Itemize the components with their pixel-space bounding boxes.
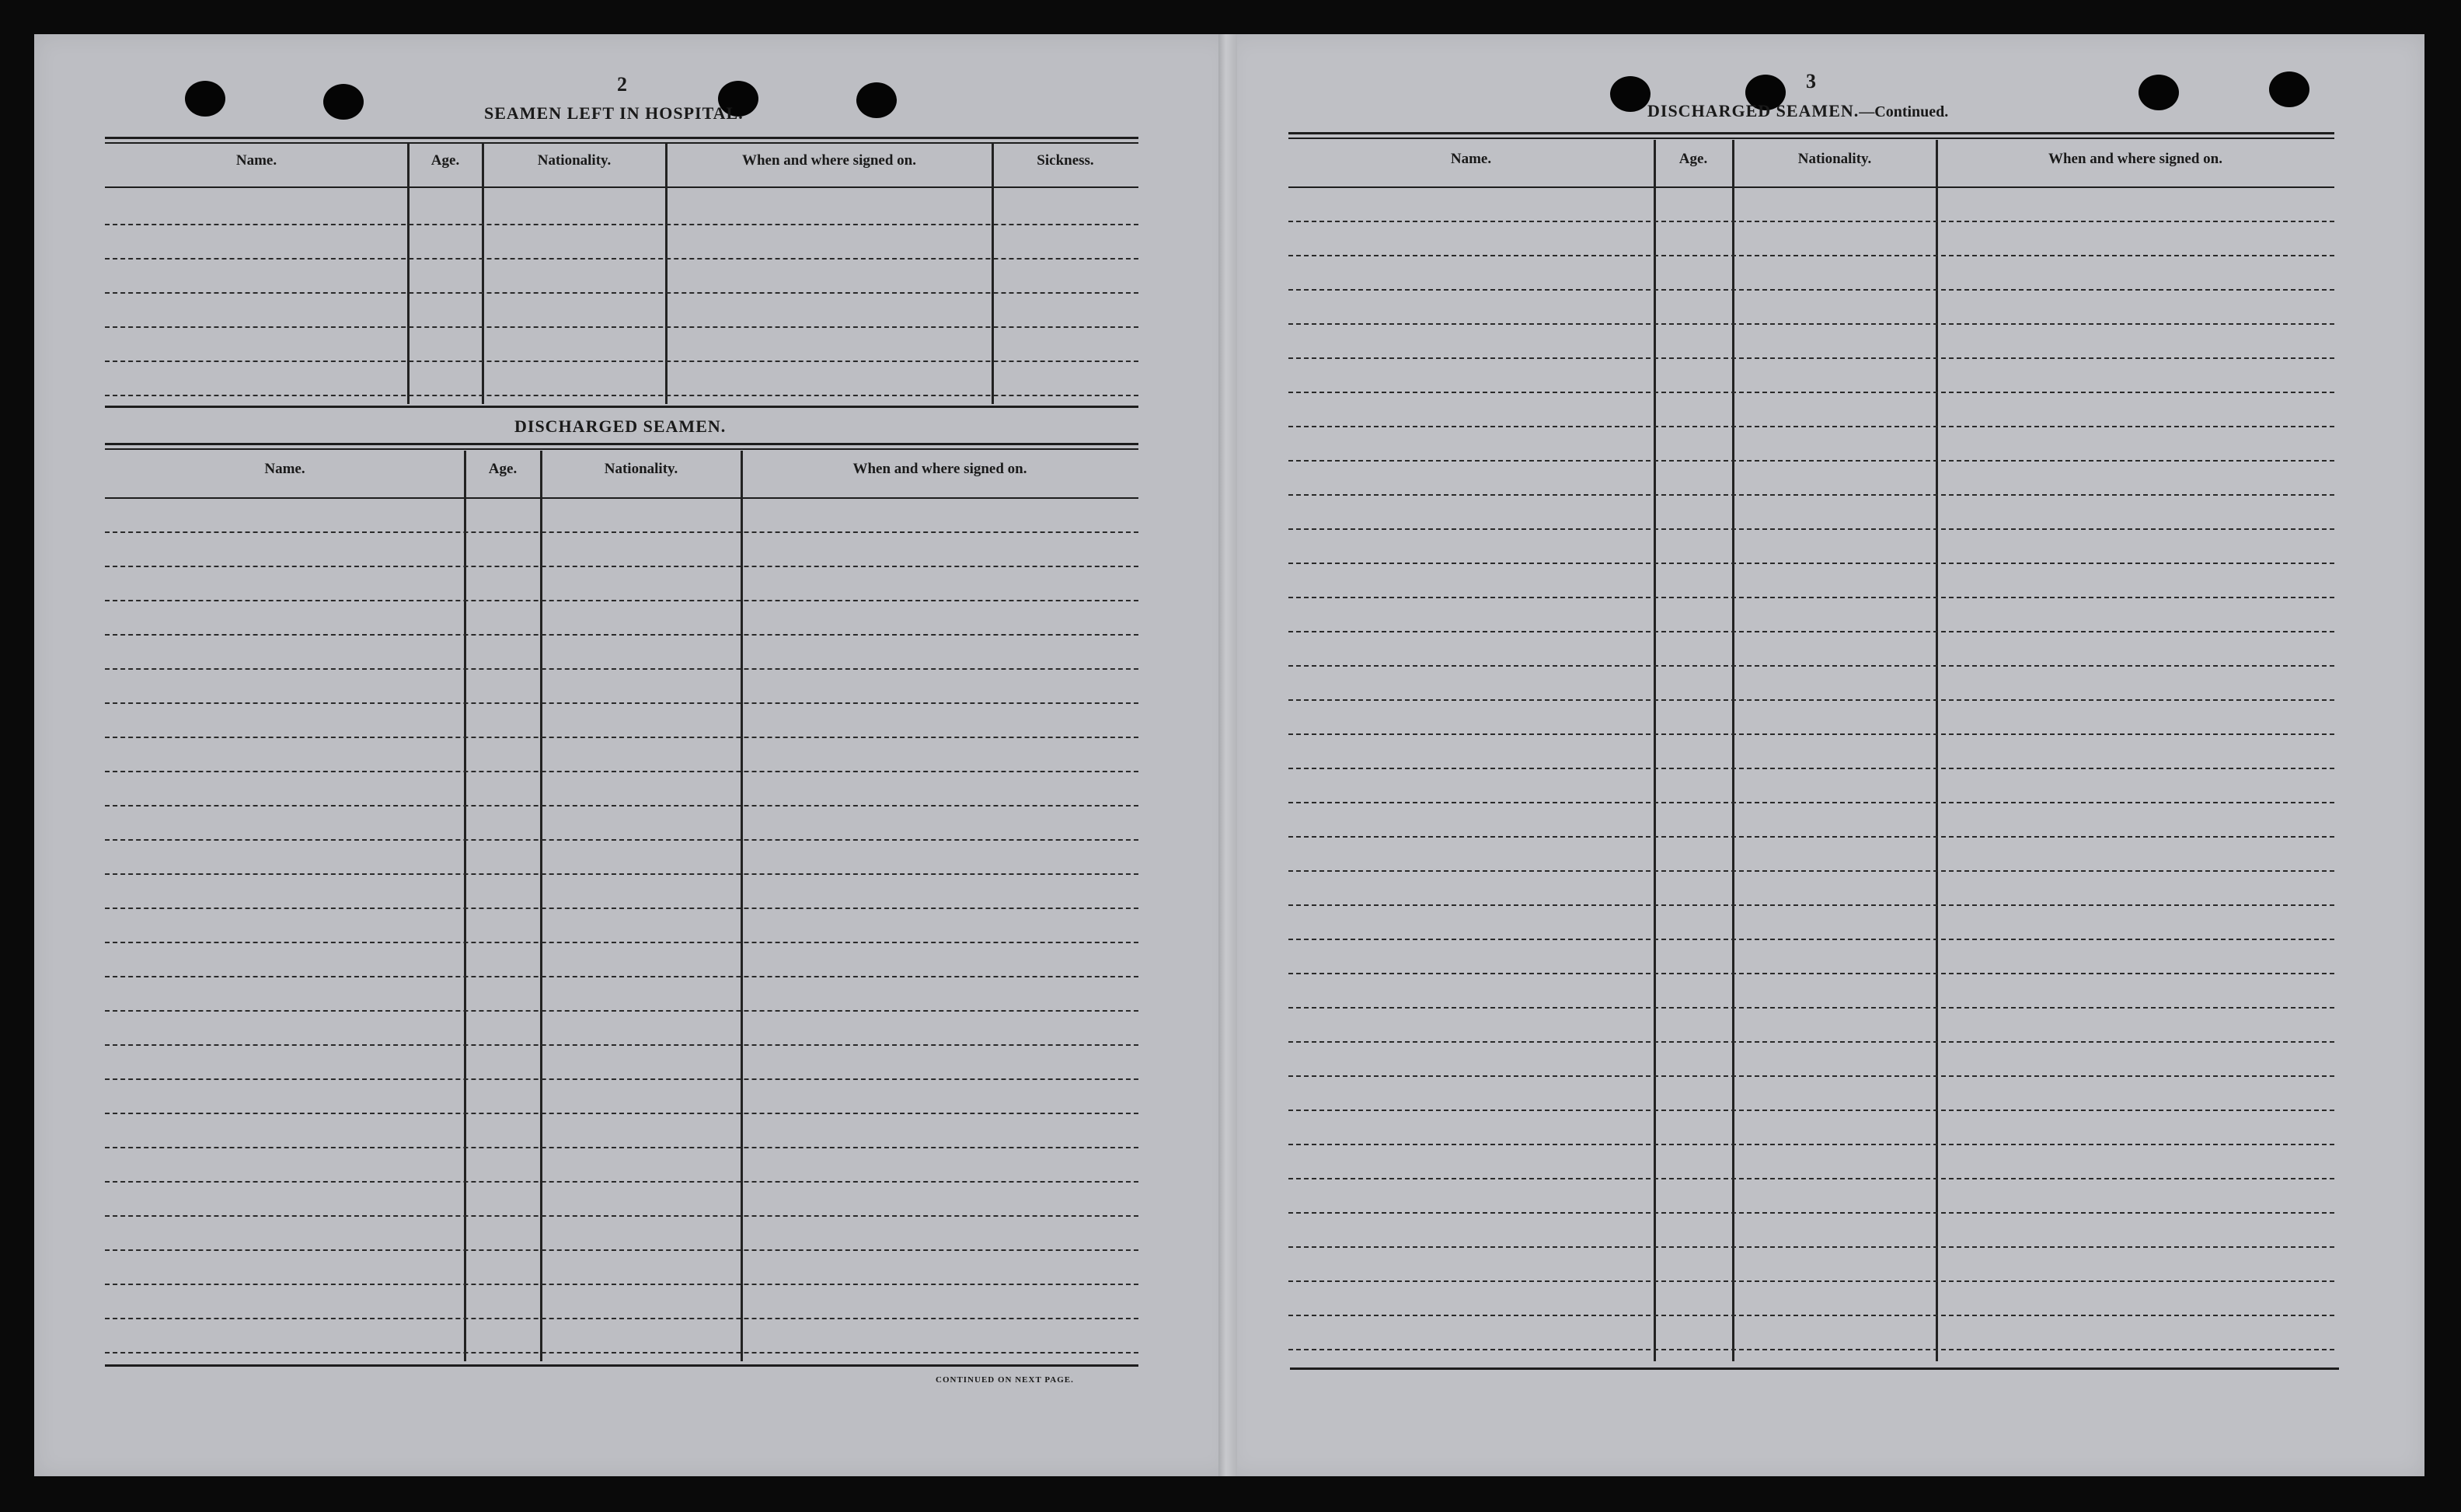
ruled-line — [1288, 768, 2334, 769]
ruled-line — [1288, 1041, 2334, 1043]
ruled-line — [1288, 870, 2334, 872]
ruled-line — [105, 1284, 1138, 1285]
hospital-col-age: Age. — [431, 152, 460, 169]
ruled-line — [1288, 221, 2334, 222]
ruled-line — [105, 395, 1138, 396]
ruled-line — [105, 1147, 1138, 1148]
punch-hole — [185, 81, 225, 117]
continued-table-top-rule — [1288, 132, 2334, 134]
hospital-table-bottom-rule — [105, 406, 1138, 408]
ruled-line — [105, 292, 1138, 294]
continued-table-bottom-rule — [1290, 1367, 2339, 1370]
ruled-line — [1288, 357, 2334, 359]
ruled-line — [105, 258, 1138, 260]
hospital-col-signed-on: When and where signed on. — [741, 152, 916, 169]
ruled-line — [105, 737, 1138, 738]
ruled-line — [105, 634, 1138, 636]
discharged-divider — [464, 451, 466, 1361]
ruled-line — [105, 976, 1138, 977]
ruled-line — [1288, 1280, 2334, 1282]
page-fold — [1218, 34, 1237, 1476]
ruled-line — [1288, 904, 2334, 906]
ruled-line — [105, 942, 1138, 943]
ruled-line — [105, 531, 1138, 533]
continued-note: CONTINUED ON NEXT PAGE. — [936, 1375, 1074, 1385]
ruled-line — [1288, 1007, 2334, 1009]
ruled-line — [1288, 460, 2334, 462]
ruled-line — [1288, 392, 2334, 393]
punch-hole — [856, 82, 897, 118]
ruled-line — [1288, 802, 2334, 803]
discharged-table-top-rule-inner — [105, 448, 1138, 450]
ruled-line — [105, 805, 1138, 807]
ruled-line — [105, 1352, 1138, 1353]
ruled-line — [1288, 426, 2334, 427]
ruled-line — [1288, 1075, 2334, 1077]
discharged-continued-title-suffix: —Continued. — [1859, 103, 1949, 120]
ruled-line — [1288, 323, 2334, 325]
ruled-line — [1288, 494, 2334, 496]
discharged-col-nationality: Nationality. — [604, 461, 678, 477]
page-number-left: 2 — [617, 73, 627, 96]
ruled-line — [1288, 1212, 2334, 1214]
hospital-divider — [992, 143, 994, 404]
ruled-line — [1288, 1144, 2334, 1145]
ruled-line — [105, 1010, 1138, 1012]
ruled-line — [105, 326, 1138, 328]
ruled-line — [1288, 1178, 2334, 1179]
discharged-col-signed-on: When and where signed on. — [852, 461, 1027, 477]
ruled-line — [105, 600, 1138, 601]
ruled-line — [1288, 528, 2334, 530]
ruled-line — [1288, 255, 2334, 256]
discharged-header-rule — [105, 497, 1138, 499]
ruled-line — [1288, 1110, 2334, 1111]
discharged-continued-title — [1647, 101, 1948, 121]
ruled-line — [105, 839, 1138, 841]
ruled-line — [105, 1181, 1138, 1183]
ruled-line — [105, 1249, 1138, 1251]
ruled-line — [105, 668, 1138, 670]
ruled-line — [105, 1078, 1138, 1080]
ruled-line — [105, 702, 1138, 704]
ruled-line — [105, 1215, 1138, 1217]
continued-col-name: Name. — [1450, 151, 1492, 167]
ruled-line — [1288, 1246, 2334, 1248]
ruled-line — [1288, 665, 2334, 667]
discharged-table-bottom-rule — [105, 1364, 1138, 1367]
page-number-right: 3 — [1806, 70, 1816, 92]
right-page — [1228, 34, 2424, 1476]
hospital-header-rule — [105, 186, 1138, 188]
ruled-line — [105, 1113, 1138, 1114]
ruled-line — [1288, 1349, 2334, 1350]
ruled-line — [1288, 631, 2334, 632]
discharged-section-title: DISCHARGED SEAMEN. — [514, 416, 727, 436]
ruled-line — [105, 908, 1138, 909]
punch-hole — [323, 84, 364, 120]
hospital-divider — [407, 143, 410, 404]
hospital-col-name: Name. — [235, 152, 277, 169]
continued-col-signed-on: When and where signed on. — [2048, 151, 2222, 167]
hospital-table-top-rule-inner — [105, 142, 1138, 144]
ruled-line — [105, 1318, 1138, 1319]
ruled-line — [1288, 1315, 2334, 1316]
hospital-section-title: SEAMEN LEFT IN HOSPITAL. — [484, 103, 744, 123]
punch-hole — [2139, 75, 2179, 110]
continued-col-nationality: Nationality. — [1797, 151, 1872, 167]
punch-hole — [2269, 71, 2309, 107]
ruled-line — [105, 224, 1138, 225]
ruled-line — [1288, 289, 2334, 291]
ruled-line — [1288, 563, 2334, 564]
ruled-line — [105, 361, 1138, 362]
hospital-divider — [665, 143, 668, 404]
discharged-col-name: Name. — [264, 461, 305, 477]
discharged-divider — [741, 451, 743, 1361]
ruled-line — [1288, 939, 2334, 940]
continued-header-rule — [1288, 186, 2334, 188]
ruled-line — [105, 1044, 1138, 1046]
hospital-col-nationality: Nationality. — [537, 152, 612, 169]
hospital-divider — [482, 143, 484, 404]
discharged-divider — [540, 451, 542, 1361]
ruled-line — [105, 873, 1138, 875]
ruled-line — [105, 771, 1138, 772]
discharged-continued-title-main: DISCHARGED SEAMEN. — [1647, 101, 1860, 120]
discharged-col-age: Age. — [488, 461, 518, 477]
continued-col-age: Age. — [1678, 151, 1708, 167]
hospital-table-top-rule — [105, 137, 1138, 139]
ruled-line — [105, 566, 1138, 567]
continued-table-top-rule-inner — [1288, 138, 2334, 139]
ruled-line — [1288, 836, 2334, 838]
ruled-line — [1288, 597, 2334, 598]
hospital-col-sickness: Sickness. — [1037, 152, 1094, 169]
punch-hole — [1610, 76, 1651, 112]
left-page — [34, 34, 1231, 1476]
ruled-line — [1288, 733, 2334, 735]
discharged-table-top-rule — [105, 443, 1138, 445]
ruled-line — [1288, 973, 2334, 974]
ruled-line — [1288, 699, 2334, 701]
